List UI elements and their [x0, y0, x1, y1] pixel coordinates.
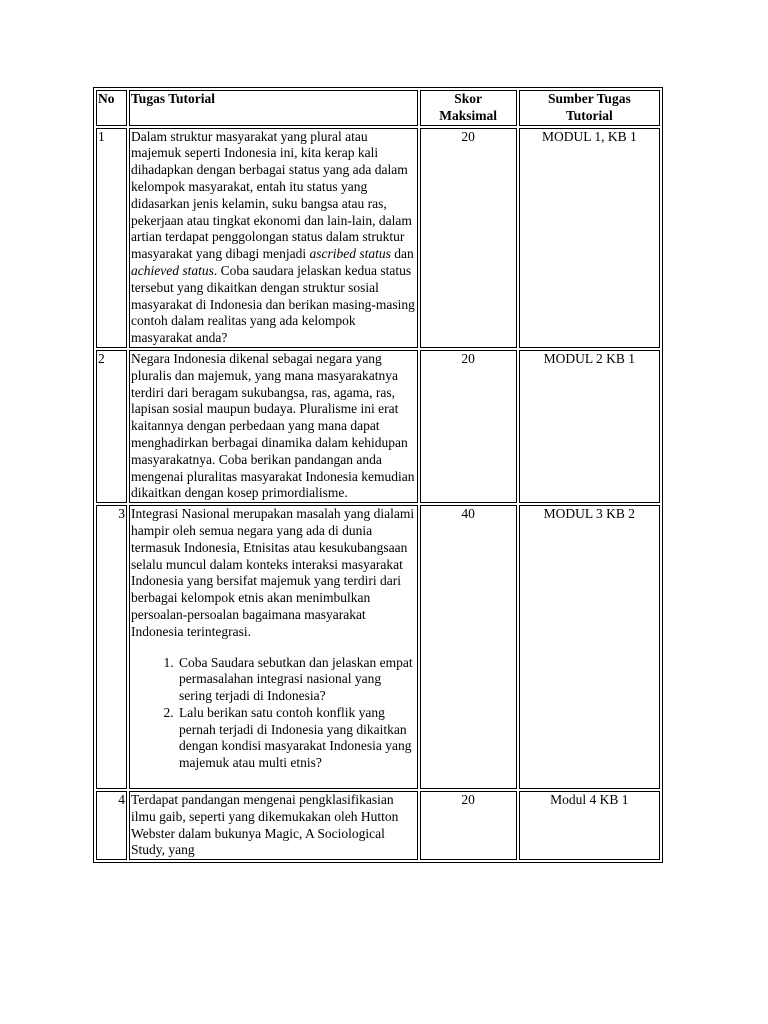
task-source: MODUL 3 KB 2	[519, 505, 660, 789]
header-source	[519, 90, 660, 126]
task-text-part: . Coba saudara jelaskan kedua status tersebut yang dikaitkan dengan struktur sosial masyarakat di Indonesia dan berikan masing-masing contoh dalam realitas yang ada kelompok masyarakat anda?	[131, 262, 415, 346]
task-text: Negara Indonesia dikenal sebagai negara yang pluralis dan majemuk, yang mana masyarakatnya terdiri dari beragam sukubangsa, ras, agama, ras, lapisan sosial maupun budaya. Pluralisme ini erat kaitannya dengan perbedaan yang mana dapat menghadirkan berbagai dinamika dalam kehidupan masyarakatnya. Coba berikan pandangan anda mengenai pluralitas masyarakat Indonesia kemudian dikaitkan dengan kosep primordialisme.	[129, 350, 418, 503]
task-source: MODUL 2 KB 1	[519, 350, 660, 503]
header-score-line1: Skor	[454, 91, 483, 106]
table-header-row	[96, 90, 660, 126]
max-score: 40	[420, 505, 517, 789]
task-text	[129, 505, 418, 789]
task-text	[129, 128, 418, 348]
header-source-line1: Sumber Tugas	[548, 91, 631, 106]
max-score: 20	[420, 128, 517, 348]
task-text-part: dan	[390, 246, 414, 262]
max-score: 20	[420, 350, 517, 503]
row-number: 3	[96, 505, 127, 789]
row-number: 4	[96, 791, 127, 860]
cell-spacer	[131, 772, 416, 788]
row-number: 1	[96, 128, 127, 348]
table-row	[96, 350, 660, 503]
task-text-italic: achieved status	[131, 262, 214, 278]
task-source: MODUL 1, KB 1	[519, 128, 660, 348]
task-source: Modul 4 KB 1	[519, 791, 660, 860]
tutorial-task-table	[93, 87, 663, 863]
table-row	[96, 505, 660, 789]
table-row	[96, 791, 660, 860]
task-text-italic: ascribed status	[309, 246, 391, 262]
header-no: No	[96, 90, 127, 126]
question-item: 1. Coba Saudara sebutkan dan jelaskan empat permasalahan integrasi nasional yang sering terjadi di Indonesia?	[177, 655, 416, 705]
table-row	[96, 128, 660, 348]
row-number: 2	[96, 350, 127, 503]
question-item: 2. Lalu berikan satu contoh konflik yang pernah terjadi di Indonesia yang dikaitkan dengan kondisi masyarakat Indonesia yang majemuk atau multi etnis?	[177, 705, 416, 772]
header-score-line2: Maksimal	[439, 107, 498, 123]
header-source-line2: Tutorial	[565, 107, 613, 123]
task-text-part: Dalam struktur masyarakat yang plural atau majemuk seperti Indonesia ini, kita kerap kali dihadapkan dengan berbagai status yang ada dalam kelompok masyarakat, entah itu status yang didasarkan jenis kelamin, suku bangsa atau ras, pekerjaan atau tingkat ekonomi dan lain-lain, dalam artian terdapat penggolongan status dalam struktur masyarakat yang dibagi menjadi	[131, 128, 412, 262]
max-score: 20	[420, 791, 517, 860]
task-text-paragraph: Integrasi Nasional merupakan masalah yang dialami hampir oleh semua negara yang ada di dunia termasuk Indonesia, Etnisitas atau kesukubangsaan selalu muncul dalam konteks interaksi masyarakat Indonesia yang bersifat majemuk yang terdiri dari berbagai kelompok etnis akan menimbulkan persoalan-persoalan bagaimana masyarakat Indonesia terintegrasi.	[131, 506, 415, 639]
question-list	[131, 655, 416, 773]
header-task: Tugas Tutorial	[129, 90, 418, 126]
header-score	[420, 90, 517, 126]
task-text: Terdapat pandangan mengenai pengklasifikasian ilmu gaib, seperti yang dikemukakan oleh Hutton Webster dalam bukunya Magic, A Sociological Study, yang	[129, 791, 418, 860]
